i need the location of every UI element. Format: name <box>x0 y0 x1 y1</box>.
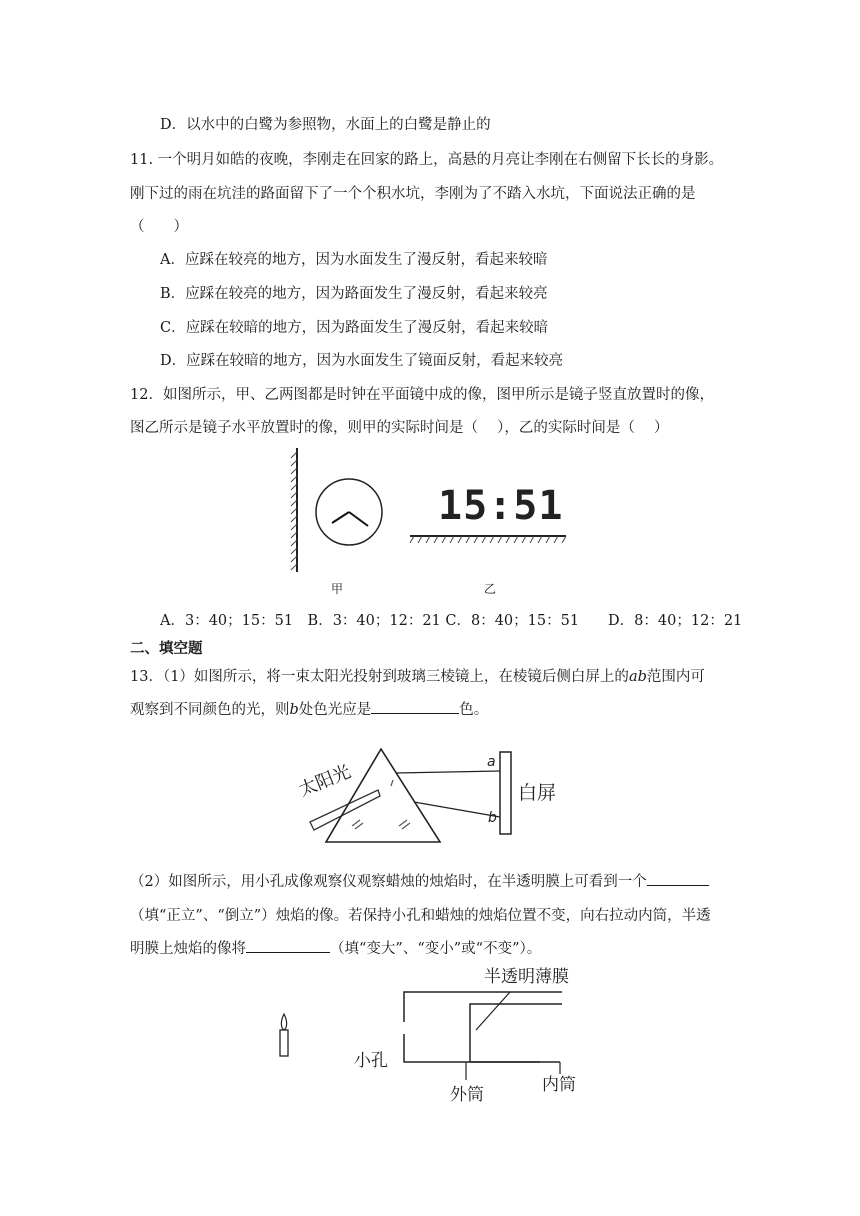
q11-option-a: A．应踩在较亮的地方，因为水面发生了漫反射，看起来较暗 <box>160 252 548 268</box>
q11-answer-bracket: （ ） <box>130 219 188 235</box>
q13-blank-3[interactable] <box>246 938 330 953</box>
q12-caption-right: 乙 <box>484 582 497 596</box>
q12-options: A．3：40；15：51 B．3：40；12：21 C．8：40；15：51 D．8：40；12：21 <box>160 613 743 629</box>
q12-horizontal-mirror <box>410 534 570 546</box>
camera-outer-tube-label: 外筒 <box>450 1085 484 1105</box>
q10-option-d: D．以水中的白鹭为参照物，水面上的白鹭是静止的 <box>160 117 491 133</box>
prism-sun-label: 太阳光 <box>295 761 354 802</box>
q13-blank-2[interactable] <box>647 871 709 886</box>
q11-stem-line2: 刚下过的雨在坑洼的路面留下了一个个积水坑，李刚为了不踏入水坑，下面说法正确的是 <box>130 186 696 202</box>
q12-digital-clock-display: 15:51 <box>438 483 564 529</box>
q12-caption-left: 甲 <box>331 582 344 596</box>
q13-ab-var: ab <box>628 669 647 685</box>
q12-stem-line1: 12．如图所示，甲、乙两图都是时钟在平面镜中成的像，图甲所示是镜子竖直放置时的像， <box>130 387 714 403</box>
section-title-fill-blank: 二、填空题 <box>130 640 203 657</box>
q13-blank-1[interactable] <box>371 699 459 714</box>
prism-screen-label: 白屏 <box>518 782 557 804</box>
q13-part2-line1: （2）如图所示，用小孔成像观察仪观察蜡烛的烛焰时，在半透明膜上可看到一个 <box>130 870 709 891</box>
camera-membrane-label: 半透明薄膜 <box>484 967 569 987</box>
q13-prism-figure <box>296 744 596 854</box>
q11-option-d: D．应踩在较暗的地方，因为水面发生了镜面反射，看起来较亮 <box>160 353 564 369</box>
q13-part1-line2: 观察到不同颜色的光，则b处色光应是 色。 <box>130 698 488 719</box>
q13-part2-line3: 明膜上烛焰的像将 （填“变大”、“变小”或“不变”）。 <box>130 937 541 958</box>
camera-inner-tube-label: 内筒 <box>542 1075 576 1095</box>
q13-b-var: b <box>289 702 299 718</box>
q13-part2-line2: （填“正立”、“倒立”）烛焰的像。若保持小孔和蜡烛的烛焰位置不变，向右拉动内筒，半透 <box>130 908 711 924</box>
q11-option-b: B．应踩在较亮的地方，因为路面发生了漫反射，看起来较亮 <box>160 286 548 302</box>
q11-stem-line1: 11. 一个明月如皓的夜晚，李刚走在回家的路上，高悬的月亮让李刚在右侧留下长长的身影。 <box>130 152 724 168</box>
q13-part1-line1: 13．（1）如图所示，将一束太阳光投射到玻璃三棱镜上，在棱镜后侧白屏上的ab范围内可 <box>130 669 705 685</box>
camera-pinhole-label: 小孔 <box>354 1051 388 1071</box>
q13-pinhole-camera-figure <box>270 962 590 1112</box>
prism-label-a: a <box>487 754 496 770</box>
q12-stem-line2: 图乙所示是镜子水平放置时的像，则甲的实际时间是（ ），乙的实际时间是（ ） <box>130 420 669 436</box>
q11-option-c: C．应踩在较暗的地方，因为路面发生了漫反射，看起来较暗 <box>160 320 549 336</box>
prism-label-b: b <box>488 810 497 826</box>
q12-figure-mirror-clock <box>288 448 388 578</box>
